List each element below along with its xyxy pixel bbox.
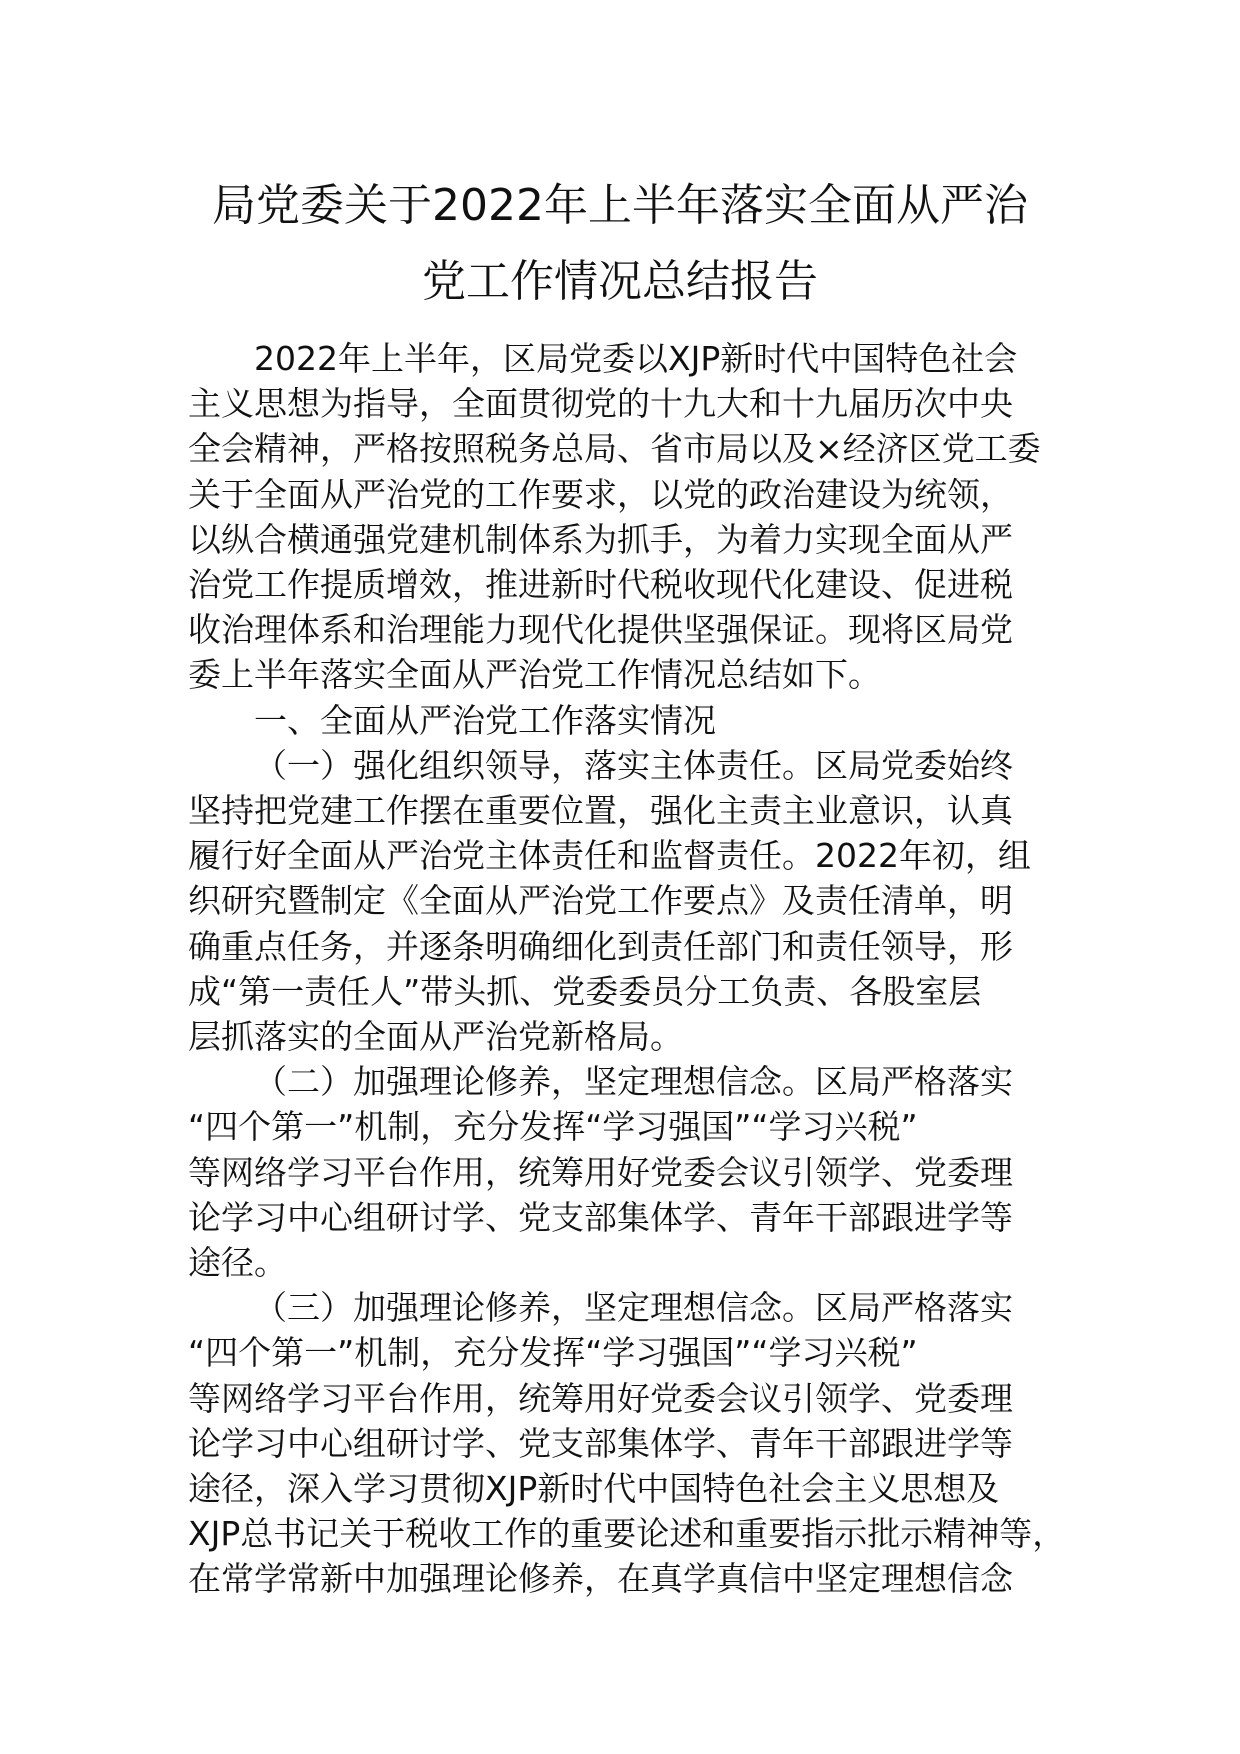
title-line: 党工作情况总结报告 xyxy=(422,256,818,307)
body-line: 在常学常新中加强理论修养，在真学真信中坚定理想信念 xyxy=(188,1559,1013,1599)
body-line: （一）强化组织领导，落实主体责任。区局党委始终 xyxy=(254,745,1013,785)
body-line: 织研究暨制定《全面从严治党工作要点》及责任清单，明 xyxy=(188,881,1013,921)
body-line: 论学习中心组研讨学、党支部集体学、青年干部跟进学等 xyxy=(188,1423,1013,1463)
body-line: 收治理体系和治理能力现代化提供坚强保证。现将区局党 xyxy=(188,610,1013,650)
document-title xyxy=(150,168,1090,320)
body-line: （三）加强理论修养，坚定理想信念。区局严格落实 xyxy=(254,1288,1013,1328)
body-line: 层抓落实的全面从严治党新格局。 xyxy=(188,1017,683,1057)
body-line: 途径，深入学习贯彻XJP新时代中国特色社会主义思想及 xyxy=(188,1469,1000,1509)
body-line: 坚持把党建工作摆在重要位置，强化主责主业意识，认真 xyxy=(188,791,1013,831)
body-line: 等网络学习平台作用，统筹用好党委会议引领学、党委理 xyxy=(188,1152,1013,1192)
body-line: 委上半年落实全面从严治党工作情况总结如下。 xyxy=(188,655,881,695)
body-line: “四个第一”机制，充分发挥“学习强国”“学习兴税” xyxy=(188,1333,918,1373)
body-line: 确重点任务，并逐条明确细化到责任部门和责任领导，形 xyxy=(188,926,1013,966)
body-line: 治党工作提质增效，推进新时代税收现代化建设、促进税 xyxy=(188,565,1013,605)
body-line: 关于全面从严治党的工作要求，以党的政治建设为统领， xyxy=(188,474,1013,514)
body-line: 等网络学习平台作用，统筹用好党委会议引领学、党委理 xyxy=(188,1378,1013,1418)
body-line: XJP总书记关于税收工作的重要论述和重要指示批示精神等， xyxy=(188,1514,1066,1554)
body-line: 一、全面从严治党工作落实情况 xyxy=(254,700,716,740)
body-line: 途径。 xyxy=(188,1243,287,1283)
body-line: 主义思想为指导，全面贯彻党的十九大和十九届历次中央 xyxy=(188,384,1013,424)
body-line: 论学习中心组研讨学、党支部集体学、青年干部跟进学等 xyxy=(188,1197,1013,1237)
body-line: 2022年上半年，区局党委以XJP新时代中国特色社会 xyxy=(254,339,1018,378)
document-body xyxy=(188,336,1068,1602)
body-line: 全会精神，严格按照税务总局、省市局以及×经济区党工委 xyxy=(188,429,1041,469)
title-line: 局党委关于2022年上半年落实全面从严治 xyxy=(212,180,1028,231)
body-line: 以纵合横通强党建机制体系为抓手，为着力实现全面从严 xyxy=(188,519,1013,559)
body-line: 履行好全面从严治党主体责任和监督责任。2022年初，组 xyxy=(188,836,1031,876)
body-line: （二）加强理论修养，坚定理想信念。区局严格落实 xyxy=(254,1062,1013,1102)
body-line: “四个第一”机制，充分发挥“学习强国”“学习兴税” xyxy=(188,1107,918,1147)
body-line: 成“第一责任人”带头抓、党委委员分工负责、各股室层 xyxy=(188,971,982,1011)
